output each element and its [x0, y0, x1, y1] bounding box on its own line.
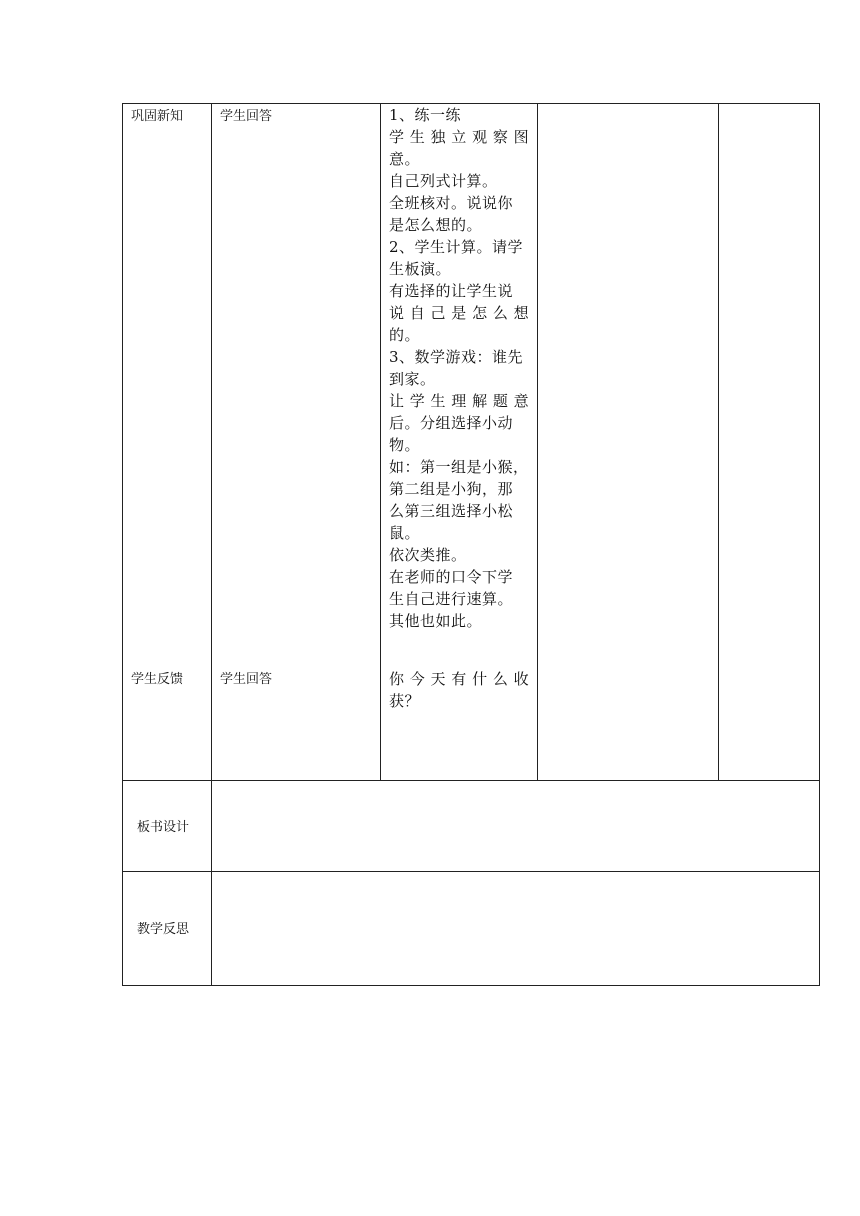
teacher-activity-consolidate: [389, 104, 531, 632]
content-line: 在老师的口令下学: [389, 568, 514, 586]
content-line: 你 今 天 有 什 么 收: [389, 670, 530, 688]
board-design-label: 板书设计: [137, 820, 190, 835]
content-line: 第二组是小狗，那: [389, 480, 514, 498]
content-line: 自己列式计算。: [389, 172, 498, 190]
stage-label-feedback: 学生反馈: [131, 672, 184, 687]
content-line: 生自己进行速算。: [389, 590, 514, 608]
content-line: 其他也如此。: [389, 612, 483, 630]
content-line: 意。: [389, 150, 421, 168]
reflection-content: [212, 872, 819, 985]
content-line: 学 生 独 立 观 察 图: [389, 128, 530, 146]
table-divider: [537, 103, 538, 781]
content-line: 有选择的让学生说: [389, 282, 514, 300]
content-line: 2、学生计算。请学: [389, 238, 524, 256]
content-line: 全班核对。说说你: [389, 194, 514, 212]
content-line: 获？: [389, 692, 421, 710]
content-line: 鼠。: [389, 524, 421, 542]
teacher-activity-feedback: [389, 668, 531, 712]
content-line: 后。分组选择小动: [389, 414, 514, 432]
content-line: 1、练一练: [389, 106, 462, 124]
content-line: 3、数学游戏：谁先: [389, 348, 524, 366]
content-line: 让 学 生 理 解 题 意: [389, 392, 530, 410]
table-divider: [718, 103, 719, 781]
content-line: 物。: [389, 436, 421, 454]
content-line: 说 自 己 是 怎 么 想: [389, 304, 530, 322]
student-activity-feedback: 学生回答: [220, 672, 273, 687]
content-line: 生板演。: [389, 260, 452, 278]
content-line: 依次类推。: [389, 546, 467, 564]
table-divider: [380, 103, 381, 781]
content-line: 的。: [389, 326, 421, 344]
content-line: 么第三组选择小松: [389, 502, 514, 520]
student-activity-consolidate: 学生回答: [220, 109, 273, 124]
content-line: 到家。: [389, 370, 436, 388]
content-line: 是怎么想的。: [389, 216, 483, 234]
stage-label-consolidate: 巩固新知: [131, 109, 184, 124]
reflection-label: 教学反思: [137, 922, 190, 937]
board-design-content: [212, 781, 819, 871]
content-line: 如：第一组是小猴，: [389, 458, 529, 476]
